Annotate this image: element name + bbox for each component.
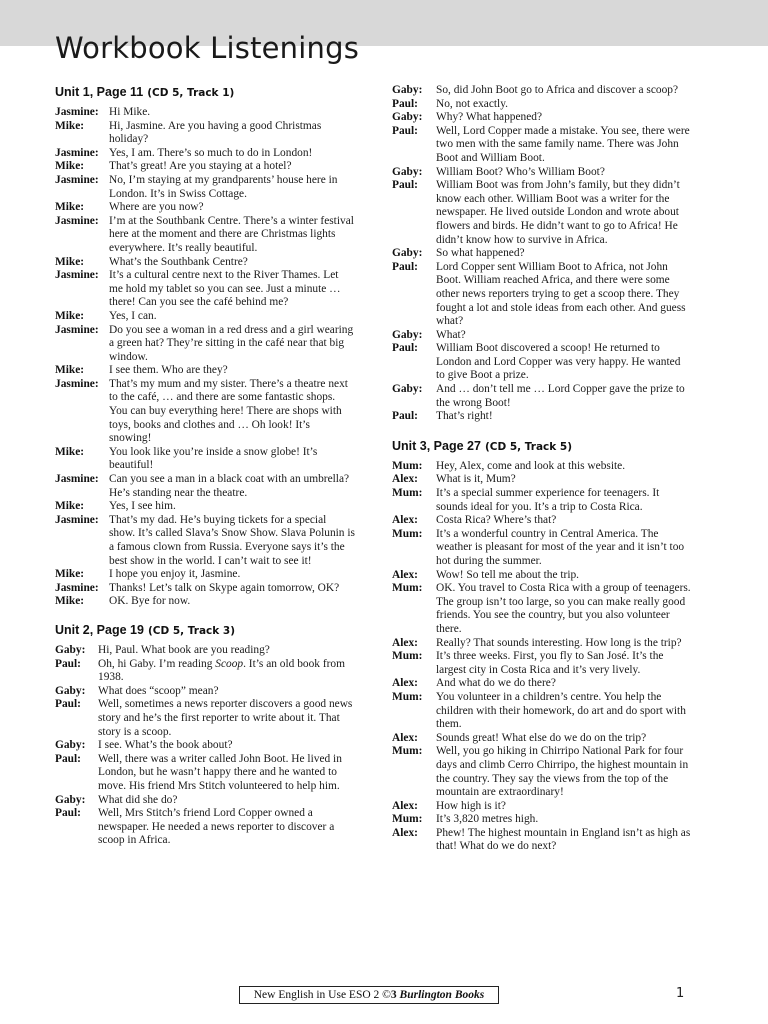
speaker-name: Gaby:: [392, 247, 423, 260]
dialogue-text: It’s a special summer experience for teenagers. It sounds ideal for you. It’s a trip to Costa Rica.: [436, 487, 660, 513]
dialogue-line: [55, 120, 355, 147]
dialogue-line: [392, 813, 692, 827]
speaker-name: Jasmine:: [55, 214, 99, 227]
speaker-name: Jasmine:: [55, 473, 99, 486]
dialogue-text: You look like you’re inside a snow globe! It’s beautiful!: [109, 445, 318, 472]
speaker-name: Gaby:: [392, 84, 423, 96]
speaker-name: Mike:: [55, 201, 85, 214]
speaker-name: Paul:: [392, 97, 418, 110]
dialogue-line: [55, 685, 355, 699]
dialogue-text: What does “scoop” mean?: [98, 684, 219, 697]
dialogue-line: [392, 166, 692, 180]
unit-title: Unit 1, Page 11: [55, 85, 144, 99]
speaker-name: Jasmine:: [55, 581, 99, 594]
speaker-name: Mike:: [55, 309, 85, 322]
dialogue-line: [392, 329, 692, 343]
dialogue-line: [55, 106, 355, 120]
dialogue-line: [55, 794, 355, 808]
dialogue-text: Really? That sounds interesting. How long is the trip?: [436, 636, 682, 649]
speaker-name: Mike:: [55, 364, 85, 377]
dialogue-line: [392, 125, 692, 166]
speaker-name: Gaby:: [392, 328, 423, 341]
speaker-name: Gaby:: [392, 165, 423, 178]
speaker-name: Alex:: [392, 636, 418, 649]
dialogue-line: [55, 160, 355, 174]
dialogue-line: [392, 111, 692, 125]
dialogue-text-part: Oh, hi Gaby. I’m reading: [98, 657, 216, 670]
dialogue-line: [55, 514, 355, 568]
speaker-name: Mum:: [392, 813, 423, 826]
speaker-name: Mum:: [392, 690, 423, 703]
dialogue-line: [392, 247, 692, 261]
dialogue-line: [392, 528, 692, 569]
dialogue-text: Sounds great! What else do we do on the trip?: [436, 731, 647, 744]
dialogue-line: [55, 753, 355, 794]
speaker-name: Paul:: [392, 124, 418, 137]
dialogue-text: What is it, Mum?: [436, 473, 516, 486]
speaker-name: Mike:: [55, 500, 85, 513]
footer-credit: [239, 986, 499, 1004]
dialogue-line: [392, 582, 692, 636]
page-number: 1: [676, 986, 685, 1001]
dialogue-text: And … don’t tell me … Lord Copper gave the prize to the wrong Boot!: [436, 383, 685, 409]
dialogue-text: It’s a wonderful country in Central America. The weather is pleasant for most of the year and it isn’t too hot during the summer.: [436, 527, 685, 567]
speaker-name: Alex:: [392, 731, 418, 744]
speaker-name: Mike:: [55, 255, 85, 268]
dialogue-line: [55, 644, 355, 658]
dialogue-text: Hi, Paul. What book are you reading?: [98, 643, 270, 656]
speaker-name: Mum:: [392, 527, 423, 540]
dialogue-line: [392, 460, 692, 474]
right-column: [392, 84, 692, 854]
dialogue-text: Hi, Jasmine. Are you having a good Christmas holiday?: [109, 119, 322, 146]
dialogue-text: That’s my dad. He’s buying tickets for a special show. It’s called Slava’s Snow Show. Slava Polunin is a famous clown from Russia. Everyone says it’s the best show in the world. I can’t wait to see it!: [109, 513, 355, 567]
speaker-name: Alex:: [392, 826, 418, 839]
dialogue-line: [55, 698, 355, 739]
dialogue-line: [392, 677, 692, 691]
unit-heading: [55, 622, 355, 638]
speaker-name: Mum:: [392, 745, 423, 758]
dialogue-text: What?: [436, 328, 466, 341]
dialogue-text: It’s three weeks. First, you fly to San José. It’s the largest city in Costa Rica and it’s very lively.: [436, 650, 664, 676]
speaker-name: Jasmine:: [55, 513, 99, 526]
dialogue-line: [392, 827, 692, 854]
dialogue-line: [55, 582, 355, 596]
dialogue-line: [392, 84, 692, 98]
dialogue-line: [55, 658, 355, 685]
dialogue-text: Well, Lord Copper made a mistake. You see, there were two men with the same family name. There was John Boot and William Boot.: [436, 124, 690, 164]
dialogue-line: [55, 215, 355, 256]
speaker-name: Gaby:: [55, 793, 86, 806]
speaker-name: Gaby:: [392, 111, 423, 124]
speaker-name: Mike:: [55, 445, 85, 458]
speaker-name: Alex:: [392, 799, 418, 812]
dialogue-line: [55, 500, 355, 514]
speaker-name: Jasmine:: [55, 146, 99, 159]
dialogue-text: Lord Copper sent William Boot to Africa, not John Boot. William reached Africa, and there were some other news reporters trying to get a scoop there. They fought a lot and stole ideas from each other. And guess what?: [436, 260, 686, 328]
unit-section: [392, 438, 692, 854]
speaker-name: Mike:: [55, 595, 85, 608]
dialogue-line: [392, 732, 692, 746]
speaker-name: Jasmine:: [55, 269, 99, 282]
dialogue-text: OK. You travel to Costa Rica with a group of teenagers. The group isn’t too large, so you can make really good friends. You see the country, but you also volunteer there.: [436, 582, 691, 635]
unit-title: Unit 3, Page 27: [392, 438, 481, 453]
dialogue-line: [55, 147, 355, 161]
dialogue-line: [55, 568, 355, 582]
footer-year-mark: 3: [390, 989, 397, 1001]
unit-track: (CD 5, Track 5): [484, 440, 573, 453]
speaker-name: Paul:: [392, 342, 418, 355]
dialogue-text: Do you see a woman in a red dress and a girl wearing a green hat? They’re sitting in the café near that big window.: [109, 323, 354, 363]
dialogue-line: [392, 691, 692, 732]
dialogue-line: [392, 383, 692, 410]
page-title: Workbook Listenings: [55, 31, 360, 65]
speaker-name: Alex:: [392, 473, 418, 486]
dialogue-text: Where are you now?: [109, 201, 204, 214]
dialogue-text: I hope you enjoy it, Jasmine.: [109, 568, 241, 581]
dialogue-line: [55, 201, 355, 215]
speaker-name: Gaby:: [55, 739, 86, 752]
speaker-name: Paul:: [392, 179, 418, 192]
speaker-name: Paul:: [55, 698, 81, 711]
dialogue-line: [392, 514, 692, 528]
dialogue-text: Well, sometimes a news reporter discovers a good news story and he’s the first reporter to write about it. That story is a scoop.: [98, 698, 353, 738]
dialogue-line: [392, 800, 692, 814]
speaker-name: Gaby:: [55, 684, 86, 697]
dialogue-text: William Boot discovered a scoop! He returned to London and Lord Copper was very happy. He wanted to give Boot a prize.: [436, 342, 681, 382]
dialogue-text: Why? What happened?: [436, 111, 543, 124]
dialogue-text: I’m at the Southbank Centre. There’s a winter festival here at the moment and there are Christmas lights everywhere. It’s really beautiful.: [109, 214, 354, 254]
speaker-name: Jasmine:: [55, 106, 99, 118]
unit-section: [55, 622, 355, 848]
dialogue-line: [392, 637, 692, 651]
speaker-name: Alex:: [392, 514, 418, 527]
speaker-name: Mum:: [392, 459, 423, 472]
footer-brand: Burlington Books: [399, 989, 485, 1001]
dialogue-line: [55, 378, 355, 446]
dialogue-line: [392, 342, 692, 383]
unit-heading: [55, 84, 355, 100]
dialogue-text: Thanks! Let’s talk on Skype again tomorrow, OK?: [109, 581, 340, 594]
dialogue-text: Well, you go hiking in Chirripo National Park for four days and climb Cerro Chirripo, the highest mountain in the country. They say the views from the top of the mountain are extraordinary!: [436, 745, 689, 799]
unit-track: (CD 5, Track 1): [147, 87, 235, 99]
dialogue-line: [392, 410, 692, 424]
dialogue-text: No, not exactly.: [436, 97, 509, 110]
speaker-name: Gaby:: [55, 643, 86, 656]
unit-title: Unit 2, Page 19: [55, 622, 144, 637]
dialogue-line: [55, 364, 355, 378]
dialogue-text: What did she do?: [98, 793, 178, 806]
dialogue-text-part: . It’s an old book from 1938.: [98, 657, 345, 684]
dialogue-text: Hi Mike.: [109, 106, 151, 118]
dialogue-text: That’s right!: [436, 410, 493, 423]
left-column: [55, 84, 355, 848]
dialogue-line: [392, 745, 692, 799]
dialogue-line: [55, 324, 355, 365]
unit-heading: [392, 438, 692, 454]
speaker-name: Jasmine:: [55, 323, 99, 336]
speaker-name: Mike:: [55, 119, 85, 132]
dialogue-text: Wow! So tell me about the trip.: [436, 568, 580, 581]
dialogue-line: [55, 739, 355, 753]
speaker-name: Mum:: [392, 650, 423, 663]
dialogue-line: [55, 446, 355, 473]
dialogue-line: [55, 473, 355, 500]
dialogue-line: [55, 595, 355, 609]
speaker-name: Jasmine:: [55, 377, 99, 390]
speaker-name: Paul:: [55, 657, 81, 670]
unit-section-continued: [392, 84, 692, 424]
dialogue-text: [98, 658, 355, 685]
footer-text: New English in Use ESO 2 ©: [253, 989, 391, 1001]
dialogue-text: So what happened?: [436, 247, 525, 260]
dialogue-text: You volunteer in a children’s centre. You help the children with their homework, do art and do sport with them.: [436, 690, 686, 731]
dialogue-text: So, did John Boot go to Africa and discover a scoop?: [436, 84, 679, 96]
dialogue-text: It’s a cultural centre next to the River Thames. Let me hold my tablet so you can see. Just a minute … there! Can you see the café behind me?: [109, 269, 341, 309]
dialogue-line: [392, 261, 692, 329]
dialogue-line: [392, 473, 692, 487]
speaker-name: Paul:: [392, 260, 418, 273]
dialogue-text: That’s great! Are you staying at a hotel?: [109, 160, 292, 173]
dialogue-line: [55, 174, 355, 201]
dialogue-text: How high is it?: [436, 799, 506, 812]
speaker-name: Jasmine:: [55, 173, 99, 186]
speaker-name: Gaby:: [392, 383, 423, 396]
dialogue-text: No, I’m staying at my grandparents’ house here in London. It’s in Swiss Cottage.: [109, 173, 338, 200]
dialogue-line: [392, 487, 692, 514]
dialogue-text: Well, Mrs Stitch’s friend Lord Copper owned a newspaper. He needed a news reporter to discover a scoop in Africa.: [98, 807, 335, 847]
dialogue-line: [392, 650, 692, 677]
dialogue-text: William Boot? Who’s William Boot?: [436, 165, 605, 178]
dialogue-line: [392, 569, 692, 583]
dialogue-text: I see. What’s the book about?: [98, 739, 233, 752]
dialogue-line: [55, 807, 355, 848]
speaker-name: Paul:: [55, 752, 81, 765]
dialogue-text: OK. Bye for now.: [109, 595, 191, 608]
dialogue-text: Yes, I am. There’s so much to do in London!: [109, 146, 313, 159]
book-title: Scoop: [215, 657, 244, 670]
speaker-name: Paul:: [392, 410, 418, 423]
dialogue-line: [392, 98, 692, 112]
unit-track: (CD 5, Track 3): [147, 624, 236, 637]
dialogue-text: William Boot was from John’s family, but they didn’t know each other. William Boot was a writer for the newspaper. He lived outside London and wrote about flowers and birds. He didn’t want to go to Africa! He didn’t know how to survive in Africa.: [436, 179, 680, 246]
speaker-name: Mike:: [55, 568, 85, 581]
speaker-name: Mike:: [55, 160, 85, 173]
speaker-name: Mum:: [392, 582, 423, 595]
dialogue-text: What’s the Southbank Centre?: [109, 255, 248, 268]
speaker-name: Alex:: [392, 677, 418, 690]
speaker-name: Alex:: [392, 568, 418, 581]
dialogue-line: [55, 256, 355, 270]
dialogue-text: It’s 3,820 metres high.: [436, 813, 539, 826]
dialogue-text: Well, there was a writer called John Boot. He lived in London, but he wasn’t happy there and he wanted to move. His friend Mrs Stitch volunteered to help him.: [98, 752, 342, 792]
dialogue-text: Phew! The highest mountain in England isn’t as high as that! What do we do next?: [436, 826, 691, 853]
dialogue-line: [55, 310, 355, 324]
dialogue-text: Yes, I see him.: [109, 500, 176, 513]
dialogue-text: Hey, Alex, come and look at this website.: [436, 459, 626, 472]
unit-section: [55, 84, 355, 609]
dialogue-text: I see them. Who are they?: [109, 364, 228, 377]
dialogue-line: [55, 269, 355, 310]
dialogue-text: Yes, I can.: [109, 309, 157, 322]
dialogue-text: Can you see a man in a black coat with an umbrella? He’s standing near the theatre.: [109, 473, 350, 499]
speaker-name: Mum:: [392, 487, 423, 500]
speaker-name: Paul:: [55, 807, 81, 820]
dialogue-text: That’s my mum and my sister. There’s a theatre next to the café, … and there are some fantastic shops. You can buy everything here! There are shops with toys, books and clothes and … Oh look! It’s snowing!: [109, 377, 348, 445]
dialogue-text: And what do we do there?: [436, 677, 556, 690]
dialogue-text: Costa Rica? Where’s that?: [436, 514, 557, 527]
dialogue-line: [392, 179, 692, 247]
